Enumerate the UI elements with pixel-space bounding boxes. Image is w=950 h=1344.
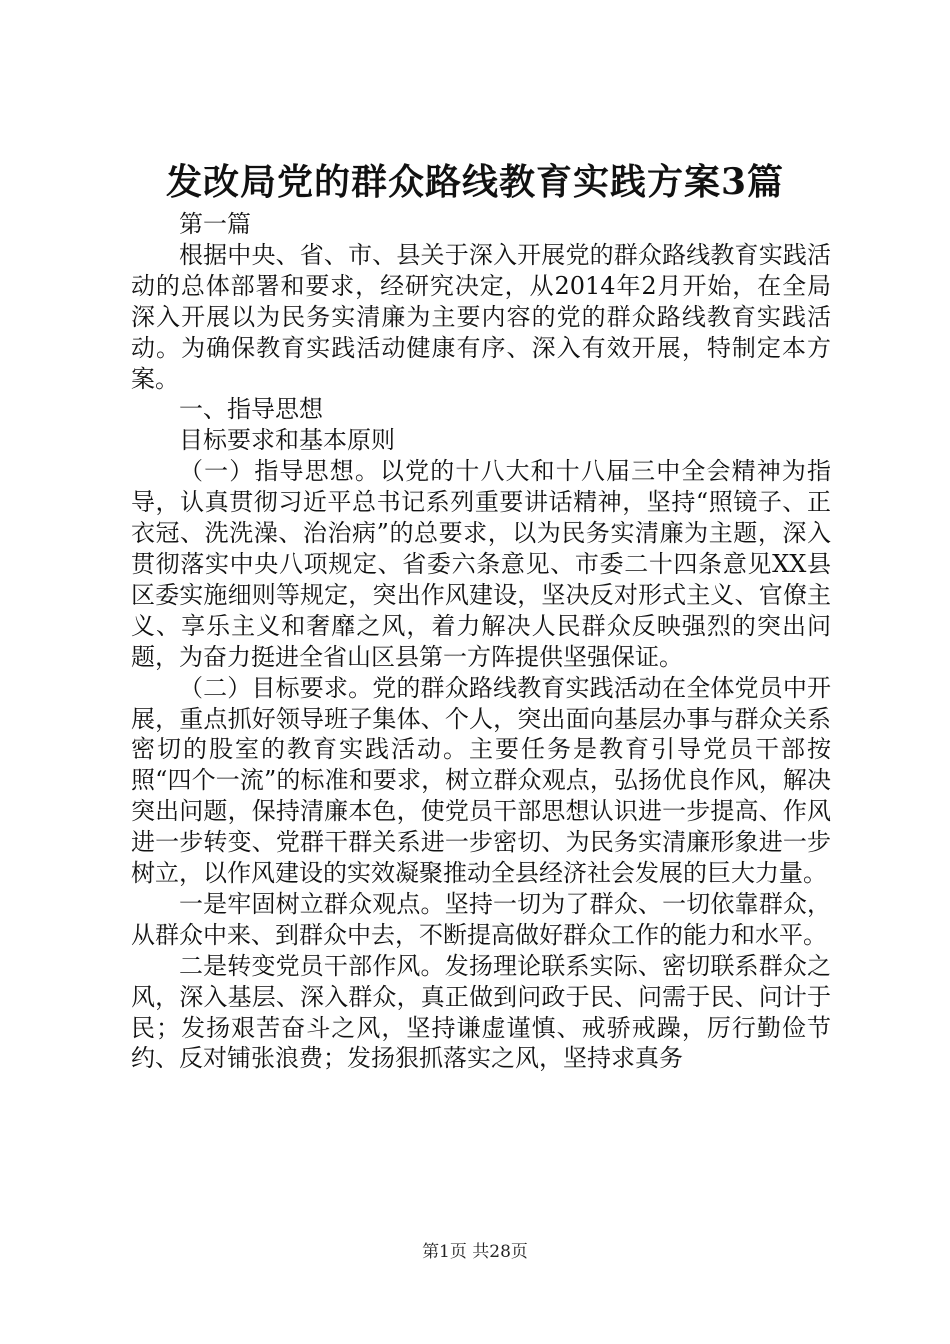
section-subheading: 目标要求和基本原则 [179,426,395,455]
section-heading: 一、指导思想 [179,395,323,424]
section-label: 第一篇 [179,210,251,238]
body-paragraph: 一是牢固树立群众观点。坚持一切为了群众、一切依靠群众，从群众中来、到群众中去，不断提高做好群众工作的能力和水平。 [131,889,831,949]
page-number-footer: 第1页 共28页 [422,1242,528,1262]
body-paragraph: （二）目标要求。党的群众路线教育实践活动在全体党员中开展，重点抓好领导班子集体、个人，突出面向基层办事与群众关系密切的股室的教育实践活动。主要任务是教育引导党员干部按照“四个一流”的标准和要求，树立群众观点，弘扬优良作风，解决突出问题，保持清廉本色，使党员干部思想认识进一步提高、作风进一步转变、党群干群关系进一步密切、为民务实清廉形象进一步树立，以作风建设的实效凝聚推动全县经济社会发展的巨大力量。 [131,673,831,888]
body-paragraph: 二是转变党员干部作风。发扬理论联系实际、密切联系群众之风，深入基层、深入群众，真正做到问政于民、问需于民、问计于民；发扬艰苦奋斗之风，坚持谦虚谨慎、戒骄戒躁，厉行勤俭节约、反对铺张浪费；发扬狠抓落实之风，坚持求真务 [131,951,831,1073]
document-title: 发改局党的群众路线教育实践方案3篇 [165,161,785,203]
document-body [131,209,831,1074]
body-paragraph: 根据中央、省、市、县关于深入开展党的群众路线教育实践活动的总体部署和要求，经研究决定，从2014年2月开始，在全局深入开展以为民务实清廉为主要内容的党的群众路线教育实践活动。为确保教育实践活动健康有序、深入有效开展，特制定本方案。 [131,240,831,393]
body-paragraph: （一）指导思想。以党的十八大和十八届三中全会精神为指导，认真贯彻习近平总书记系列重要讲话精神，坚持“照镜子、正衣冠、洗洗澡、治治病”的总要求，以为民务实清廉为主题，深入贯彻落实中央八项规定、省委六条意见、市委二十四条意见XX县区委实施细则等规定，突出作风建设，坚决反对形式主义、官僚主义、享乐主义和奢靡之风，着力解决人民群众反映强烈的突出问题，为奋力挺进全省山区县第一方阵提供坚强保证。 [131,457,831,671]
